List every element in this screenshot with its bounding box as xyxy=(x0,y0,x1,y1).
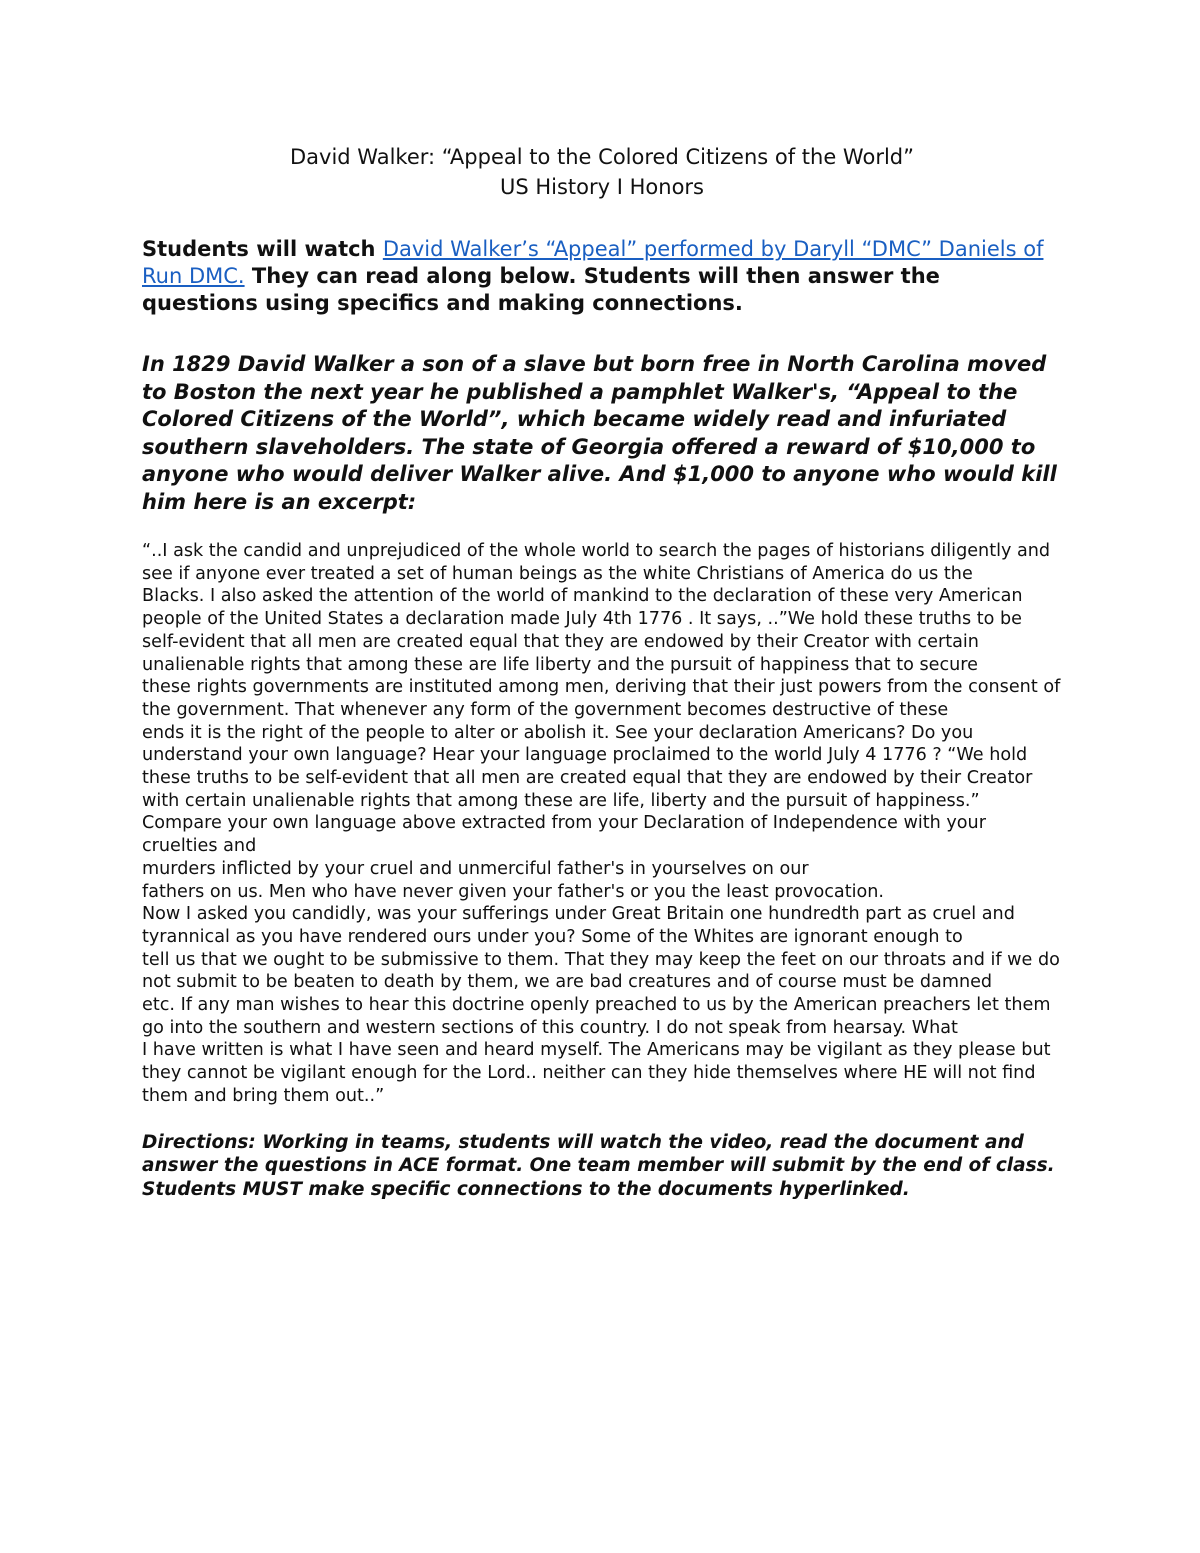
context-paragraph: In 1829 David Walker a son of a slave but born free in North Carolina moved to Boston the next year he published a pamphlet Walker's, “Appeal to the Colored Citizens of the World”, which became widely read and infuriated southern slaveholders. The state of Georgia offered a reward of $10,000 to anyone who would deliver Walker alive. And $1,000 to anyone who would kill him here is an excerpt: xyxy=(142,352,1057,514)
excerpt-line: self-evident that all men are created equal that they are endowed by their Creator with certain unalienable rights that among these are life liberty and the pursuit of happiness that to secure xyxy=(142,631,979,675)
excerpt-line: etc. If any man wishes to hear this doctrine openly preached to us by the American preachers let them go into the southern and western sections of this country. I do not speak from hearsay. What xyxy=(142,995,1051,1038)
excerpt-line: “..I ask the candid and unprejudiced of the whole world to search the pages of historians diligently and see if anyone ever treated a set of human beings as the white Christians of America do us the xyxy=(142,541,1051,584)
excerpt-line: tell us that we ought to be submissive to them. That they may keep the feet on our throats and if we do not submit to be beaten to death by them, we are bad creatures and of course must be damned xyxy=(142,949,1060,993)
intro-prefix: Students will watch xyxy=(142,237,383,261)
document-page xyxy=(142,142,1062,1201)
excerpt-line: murders inflicted by your cruel and unmerciful father's in yourselves on our xyxy=(142,858,809,879)
intro-suffix: They can read along below. Students will then answer the questions using specifics and making connections. xyxy=(142,264,940,315)
excerpt-line: ends it is the right of the people to alter or abolish it. See your declaration Americans? Do you understand your own language? Hear your language proclaimed to the world July 4 1776 ? “We hold these truths to be self-evident that all men are created equal that they are endowed by their Creator with certain unalienable rights that among these are life, liberty and the pursuit of happiness.” Compare your own language above extracted from your Declaration of Independence with your cruelties and xyxy=(142,722,1033,857)
excerpt-line: these rights governments are instituted among men, deriving that their just powers from the consent of the government. That whenever any form of the government becomes destructive of these xyxy=(142,677,1061,720)
excerpt-line: I have written is what I have seen and heard myself. The Americans may be vigilant as they please but they cannot be vigilant enough for the Lord.. neither can they hide themselves where HE will not find them and bring them out..” xyxy=(142,1040,1051,1106)
excerpt-line: Now I asked you candidly, was your sufferings under Great Britain one hundredth part as cruel and tyrannical as you have rendered ours under you? Some of the Whites are ignorant enough to xyxy=(142,904,1015,947)
title-line-2: US History I Honors xyxy=(499,175,704,199)
excerpt-block xyxy=(142,540,1062,1108)
document-title xyxy=(142,142,1062,202)
excerpt-line: fathers on us. Men who have never given your father's or you the least provocation. xyxy=(142,881,884,902)
excerpt-line: Blacks. I also asked the attention of the world of mankind to the declaration of these very American people of the United States a declaration made July 4th 1776 . It says, ..”We hold these truths to be xyxy=(142,586,1023,630)
title-line-1: David Walker: “Appeal to the Colored Citizens of the World” xyxy=(289,145,914,169)
video-link[interactable]: David Walker’s “Appeal” performed by Daryll “DMC” Daniels of Run DMC. xyxy=(142,237,1044,288)
intro-paragraph xyxy=(142,236,1062,317)
directions-paragraph: Directions: Working in teams, students will watch the video, read the document and answer the questions in ACE format. One team member will submit by the end of class. Students MUST make specific connections to the documents hyperlinked. xyxy=(142,1131,1055,1200)
